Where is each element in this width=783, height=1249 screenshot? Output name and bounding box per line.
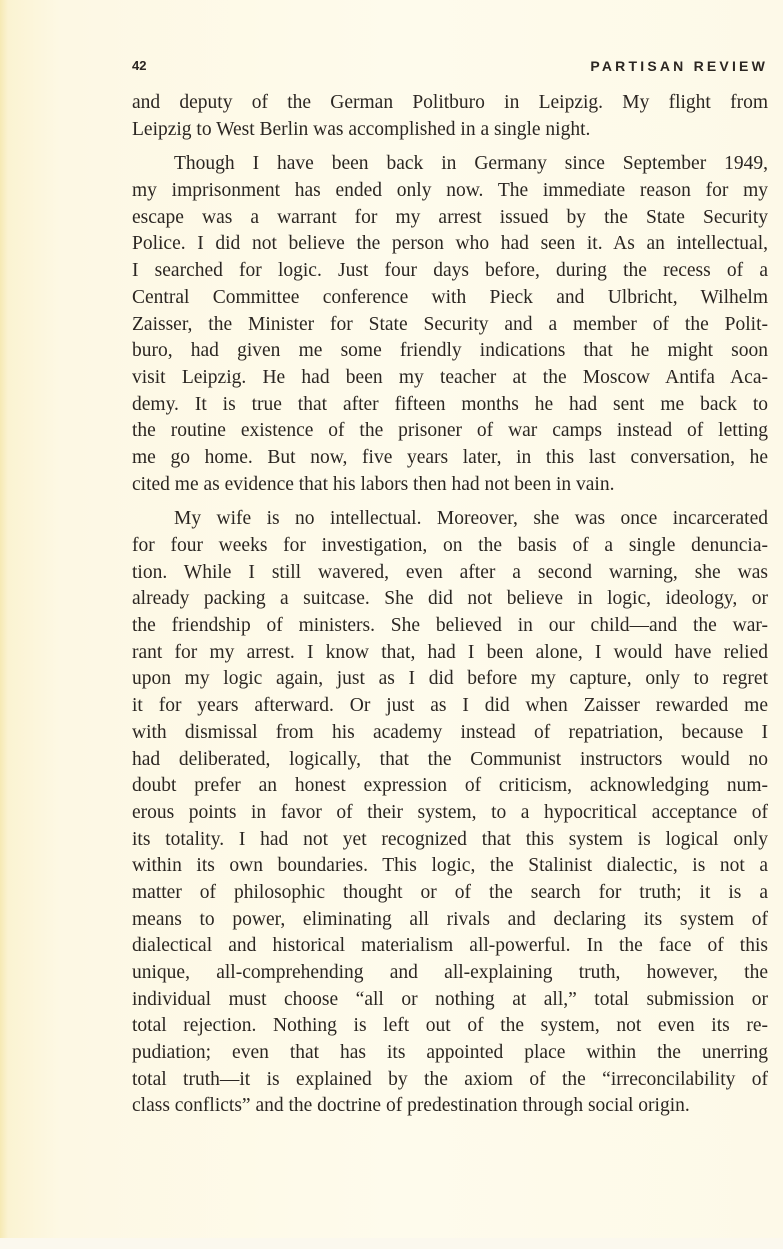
text-line: total rejection. Nothing is left out of the system, not even its re- [132,1015,768,1037]
text-line: my imprisonment has ended only now. The immediate reason for my [132,180,768,202]
running-head: PARTISAN REVIEW [590,58,768,74]
text-line: its totality. I had not yet recognized that this system is logical only [132,828,768,850]
text-line: cited me as evidence that his labors then had not been in vain. [132,473,615,495]
text-line: individual must choose “all or nothing at all,” total submission or [132,988,768,1010]
text-line: Though I have been back in Germany since September 1949, [174,153,768,175]
text-line: Central Committee conference with Pieck and Ulbricht, Wilhelm [132,286,768,308]
page-number: 42 [132,58,147,73]
text-line: buro, had given me some friendly indications that he might soon [132,340,768,362]
text-line: total truth—it is explained by the axiom of the “irreconcilability of [132,1068,768,1090]
text-line: demy. It is true that after fifteen months he had sent me back to [132,393,768,415]
text-line: unique, all-comprehending and all-explaining truth, however, the [132,962,768,983]
body-text [132,90,768,1128]
text-line: Zaisser, the Minister for State Security and a member of the Polit- [132,313,768,335]
text-line: class conflicts” and the doctrine of predestination through social origin. [132,1095,690,1117]
paragraph [132,90,768,143]
text-line: Police. I did not believe the person who had seen it. As an intellectual, [132,233,768,255]
text-line: tion. While I still wavered, even after a second warning, she was [132,561,768,583]
text-line: doubt prefer an honest expression of criticism, acknowledging num- [132,775,768,797]
text-line: the friendship of ministers. She believed in our child—and the war- [132,615,768,637]
page-header [132,58,768,78]
text-line: rant for my arrest. I know that, had I been alone, I would have relied [132,641,768,663]
text-line: the routine existence of the prisoner of war camps instead of letting [132,420,768,442]
text-line: My wife is no intellectual. Moreover, she was once incarcerated [174,508,768,530]
paragraph [132,506,768,1120]
text-line: within its own boundaries. This logic, the Stalinist dialectic, is not a [132,855,768,877]
text-line: escape was a warrant for my arrest issued by the State Security [132,206,768,228]
text-line: matter of philosophic thought or of the search for truth; it is a [132,881,768,903]
text-line: visit Leipzig. He had been my teacher at the Moscow Antifa Aca- [132,366,768,388]
text-line: dialectical and historical materialism all-powerful. In the face of this [132,935,768,957]
paragraph [132,151,768,498]
text-line: means to power, eliminating all rivals and declaring its system of [132,908,768,930]
text-line: pudiation; even that has its appointed place within the unerring [132,1042,768,1064]
text-line: upon my logic again, just as I did before my capture, only to regret [132,668,768,690]
text-line: had deliberated, logically, that the Communist instructors would no [132,748,768,770]
text-line: and deputy of the German Politburo in Leipzig. My flight from [132,92,768,113]
text-line: erous points in favor of their system, to a hypocritical acceptance of [132,801,768,823]
text-line: with dismissal from his academy instead of repatriation, because I [132,721,768,743]
text-line: already packing a suitcase. She did not believe in logic, ideology, or [132,588,768,610]
page-bottom-edge [0,1238,783,1249]
text-line: for four weeks for investigation, on the basis of a single denuncia- [132,535,768,556]
text-line: Leipzig to West Berlin was accomplished in a single night. [132,118,591,140]
text-line: it for years afterward. Or just as I did when Zaisser rewarded me [132,695,768,717]
text-line: I searched for logic. Just four days before, during the recess of a [132,260,768,282]
text-line: me go home. But now, five years later, in this last conversation, he [132,446,768,468]
